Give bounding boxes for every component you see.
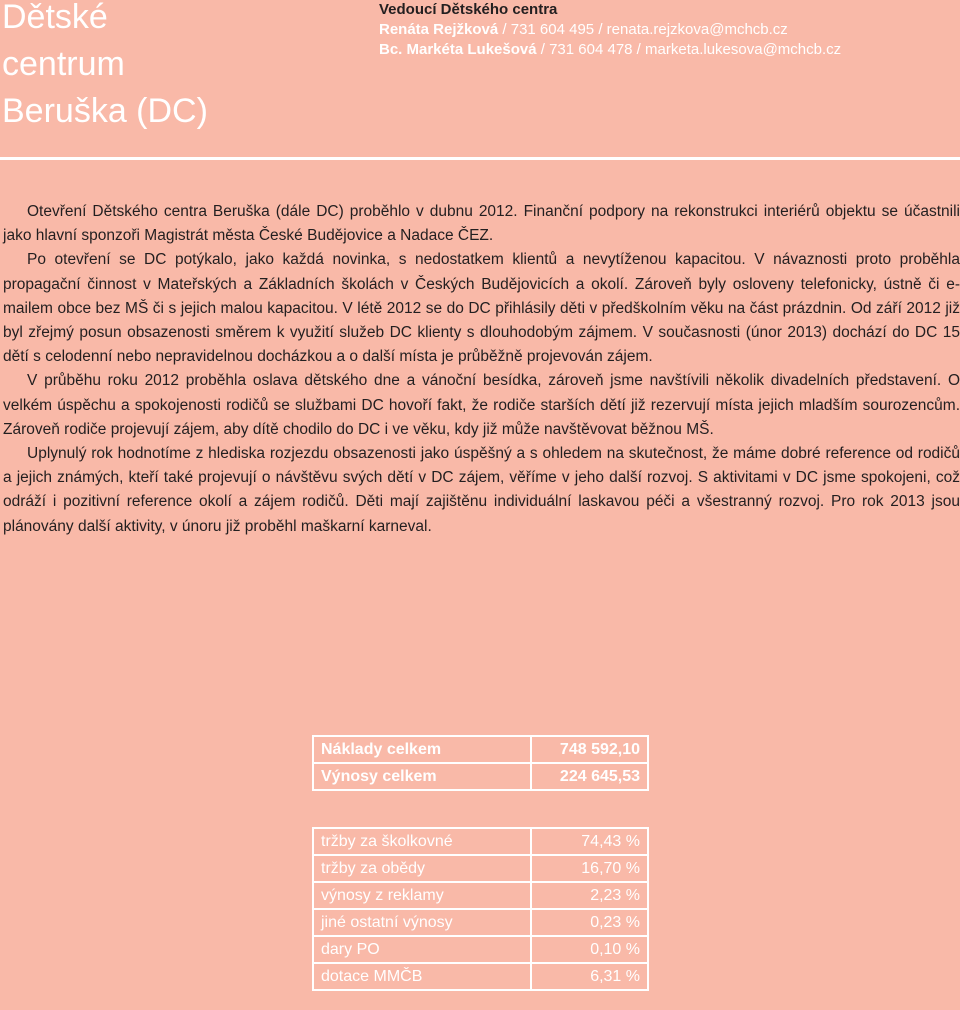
paragraph: V průběhu roku 2012 proběhla oslava dětského dne a vánoční besídka, zároveň jsme navštívili několik divadelních představení. O velkém úspěchu a spokojenosti rodičů se službami DC hovoří fakt, že rodiče starších dětí již rezervují místa jejich mladším sourozencům. Zároveň rodiče projevují zájem, aby dítě chodilo do DC i ve věku, kdy již může navštěvovat běžnou MŠ. bbox=[3, 372, 960, 438]
table-row bbox=[313, 855, 648, 882]
contact-email-link[interactable]: renata.rejzkova@mchcb.cz bbox=[606, 21, 788, 38]
totals-label: Náklady celkem bbox=[313, 736, 531, 763]
share-label: tržby za školkovné bbox=[313, 828, 531, 855]
contacts-block bbox=[379, 0, 959, 60]
share-value: 2,23 % bbox=[531, 882, 648, 909]
table-row bbox=[313, 936, 648, 963]
title-line-3: Beruška (DC) bbox=[2, 92, 208, 130]
share-value: 74,43 % bbox=[531, 828, 648, 855]
title-line-2: centrum bbox=[2, 45, 125, 83]
table-row bbox=[313, 963, 648, 990]
share-label: tržby za obědy bbox=[313, 855, 531, 882]
contact-line: Bc. Markéta Lukešová / 731 604 478 / marketa.lukesova@mchcb.cz bbox=[379, 41, 842, 58]
revenue-shares-table bbox=[312, 827, 649, 991]
totals-value: 224 645,53 bbox=[531, 763, 648, 790]
contact-phone: 731 604 478 bbox=[549, 41, 633, 58]
share-label: dary PO bbox=[313, 936, 531, 963]
paragraph: Po otevření se DC potýkalo, jako každá novinka, s nedostatkem klientů a nevytíženou kapacitou. V návaznosti proto proběhla propagační činnost v Mateřských a Základních školách v Českých Budějovicích a okolí. Zároveň byly osloveny telefonicky, ústně či e-mailem obce bez MŠ či s jejich malou kapacitou. V létě 2012 se do DC přihlásily děti v předškolním věku na část prázdnin. Od září 2012 již byl zřejmý posun obsazenosti směrem k využití služeb DC klienty s dlouhodobým zájmem. V současnosti (únor 2013) dochází do DC 15 dětí s celodenní nebo nepravidelnou docházkou a o další místa je průběžně projevován zájem. bbox=[3, 251, 960, 366]
paragraph: Uplynulý rok hodnotíme z hlediska rozjezdu obsazenosti jako úspěšný a s ohledem na skutečnost, že máme dobré reference od rodičů a jejich známých, kteří také projevují o návštěvu svých dětí v DC zájem, věříme v jeho další rozvoj. S aktivitami v DC jsme spokojeni, což odráží i pozitivní reference okolí a zájem rodičů. Děti mají zajištěnu individuální laskavou péči a všestranný rozvoj. Pro rok 2013 jsou plánovány další aktivity, v únoru již proběhl maškarní karneval. bbox=[3, 445, 960, 535]
share-label: dotace MMČB bbox=[313, 963, 531, 990]
divider bbox=[0, 157, 960, 160]
totals-table bbox=[312, 735, 649, 791]
body-text bbox=[3, 200, 960, 539]
table-row bbox=[313, 736, 648, 763]
table-row bbox=[313, 909, 648, 936]
totals-label: Výnosy celkem bbox=[313, 763, 531, 790]
share-value: 16,70 % bbox=[531, 855, 648, 882]
share-value: 0,10 % bbox=[531, 936, 648, 963]
share-label: jiné ostatní výnosy bbox=[313, 909, 531, 936]
table-row bbox=[313, 828, 648, 855]
totals-value: 748 592,10 bbox=[531, 736, 648, 763]
contact-name: Renáta Rejžková bbox=[379, 21, 499, 38]
contact-phone: 731 604 495 bbox=[510, 21, 595, 38]
page-title bbox=[2, 0, 342, 135]
contact-email-link[interactable]: marketa.lukesova@mchcb.cz bbox=[645, 41, 842, 58]
share-value: 0,23 % bbox=[531, 909, 648, 936]
table-row bbox=[313, 763, 648, 790]
title-line-1: Dětské bbox=[2, 0, 108, 36]
share-value: 6,31 % bbox=[531, 963, 648, 990]
share-label: výnosy z reklamy bbox=[313, 882, 531, 909]
contact-name: Bc. Markéta Lukešová bbox=[379, 41, 537, 58]
table-row bbox=[313, 882, 648, 909]
paragraph: Otevření Dětského centra Beruška (dále DC) proběhlo v dubnu 2012. Finanční podpory na rekonstrukci interiérů objektu se účastnili jako hlavní sponzoři Magistrát města České Budějovice a Nadace ČEZ. bbox=[3, 203, 960, 245]
contacts-heading: Vedoucí Dětského centra bbox=[379, 1, 558, 18]
contact-line: Renáta Rejžková / 731 604 495 / renata.rejzkova@mchcb.cz bbox=[379, 21, 788, 38]
